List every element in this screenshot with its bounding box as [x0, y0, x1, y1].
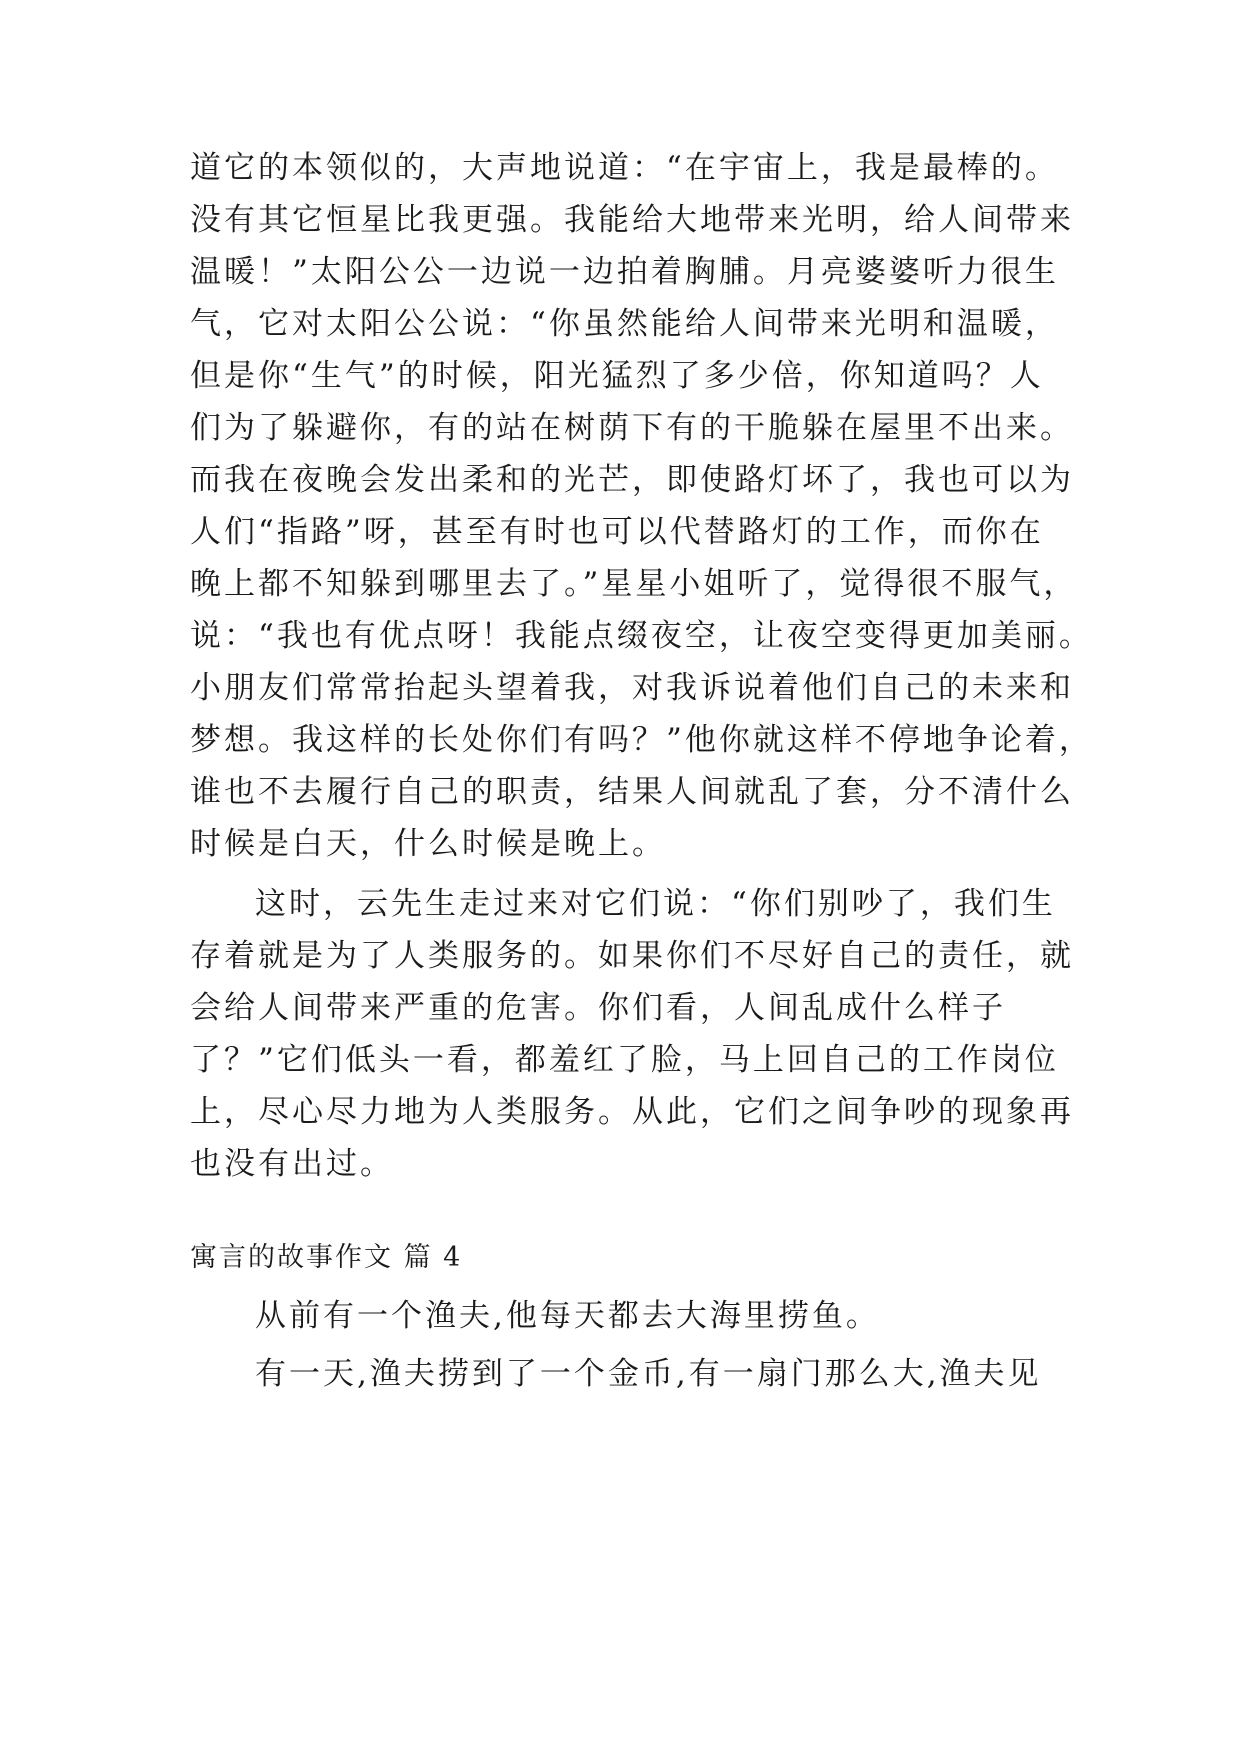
text-line: 这时，云先生走过来对它们说：“你们别吵了，我们生: [255, 886, 1056, 922]
text-line: 小朋友们常常抬起头望着我，对我诉说着他们自己的未来和: [190, 670, 1074, 706]
text-line: 道它的本领似的，大声地说道：“在宇宙上，我是最棒的。: [190, 150, 1059, 186]
section-heading: 寓言的故事作文 篇 4: [190, 1242, 463, 1273]
text-line: 人们“指路”呀，甚至有时也可以代替路灯的工作，而你在: [190, 514, 1044, 550]
text-line: 会给人间带来严重的危害。你们看，人间乱成什么样子: [190, 990, 1006, 1026]
text-line: 梦想。我这样的长处你们有吗？”他你就这样不停地争论着，: [190, 722, 1093, 758]
text-line: 存着就是为了人类服务的。如果你们不尽好自己的责任，就: [190, 938, 1074, 974]
text-line: 没有其它恒星比我更强。我能给大地带来光明，给人间带来: [190, 202, 1074, 238]
text-line: 上，尽心尽力地为人类服务。从此，它们之间争吵的现象再: [190, 1094, 1074, 1130]
text-line: 时候是白天，什么时候是晚上。: [190, 826, 666, 862]
text-line: 而我在夜晚会发出柔和的光芒，即使路灯坏了，我也可以为: [190, 462, 1074, 498]
text-line: 晚上都不知躲到哪里去了。”星星小姐听了，觉得很不服气，: [190, 566, 1078, 602]
text-line: 但是你“生气”的时候，阳光猛烈了多少倍，你知道吗？人: [190, 358, 1044, 394]
text-line: 了？”它们低头一看，都羞红了脸，马上回自己的工作岗位: [190, 1042, 1059, 1078]
text-line: 气，它对太阳公公说：“你虽然能给人间带来光明和温暖，: [190, 306, 1059, 342]
text-line: 温暖！”太阳公公一边说一边拍着胸脯。月亮婆婆听力很生: [190, 254, 1059, 290]
text-line: 也没有出过。: [190, 1146, 394, 1182]
text-line: 谁也不去履行自己的职责，结果人间就乱了套，分不清什么: [190, 774, 1074, 810]
text-line: 说：“我也有优点呀！我能点缀夜空，让夜空变得更加美丽。: [190, 618, 1093, 654]
text-line: 们为了躲避你，有的站在树荫下有的干脆躲在屋里不出来。: [190, 410, 1074, 446]
paragraph-3: 从前有一个渔夫,他每天都去大海里捞鱼。: [255, 1298, 880, 1334]
paragraph-4: 有一天,渔夫捞到了一个金币,有一扇门那么大,渔夫见: [255, 1356, 1042, 1392]
